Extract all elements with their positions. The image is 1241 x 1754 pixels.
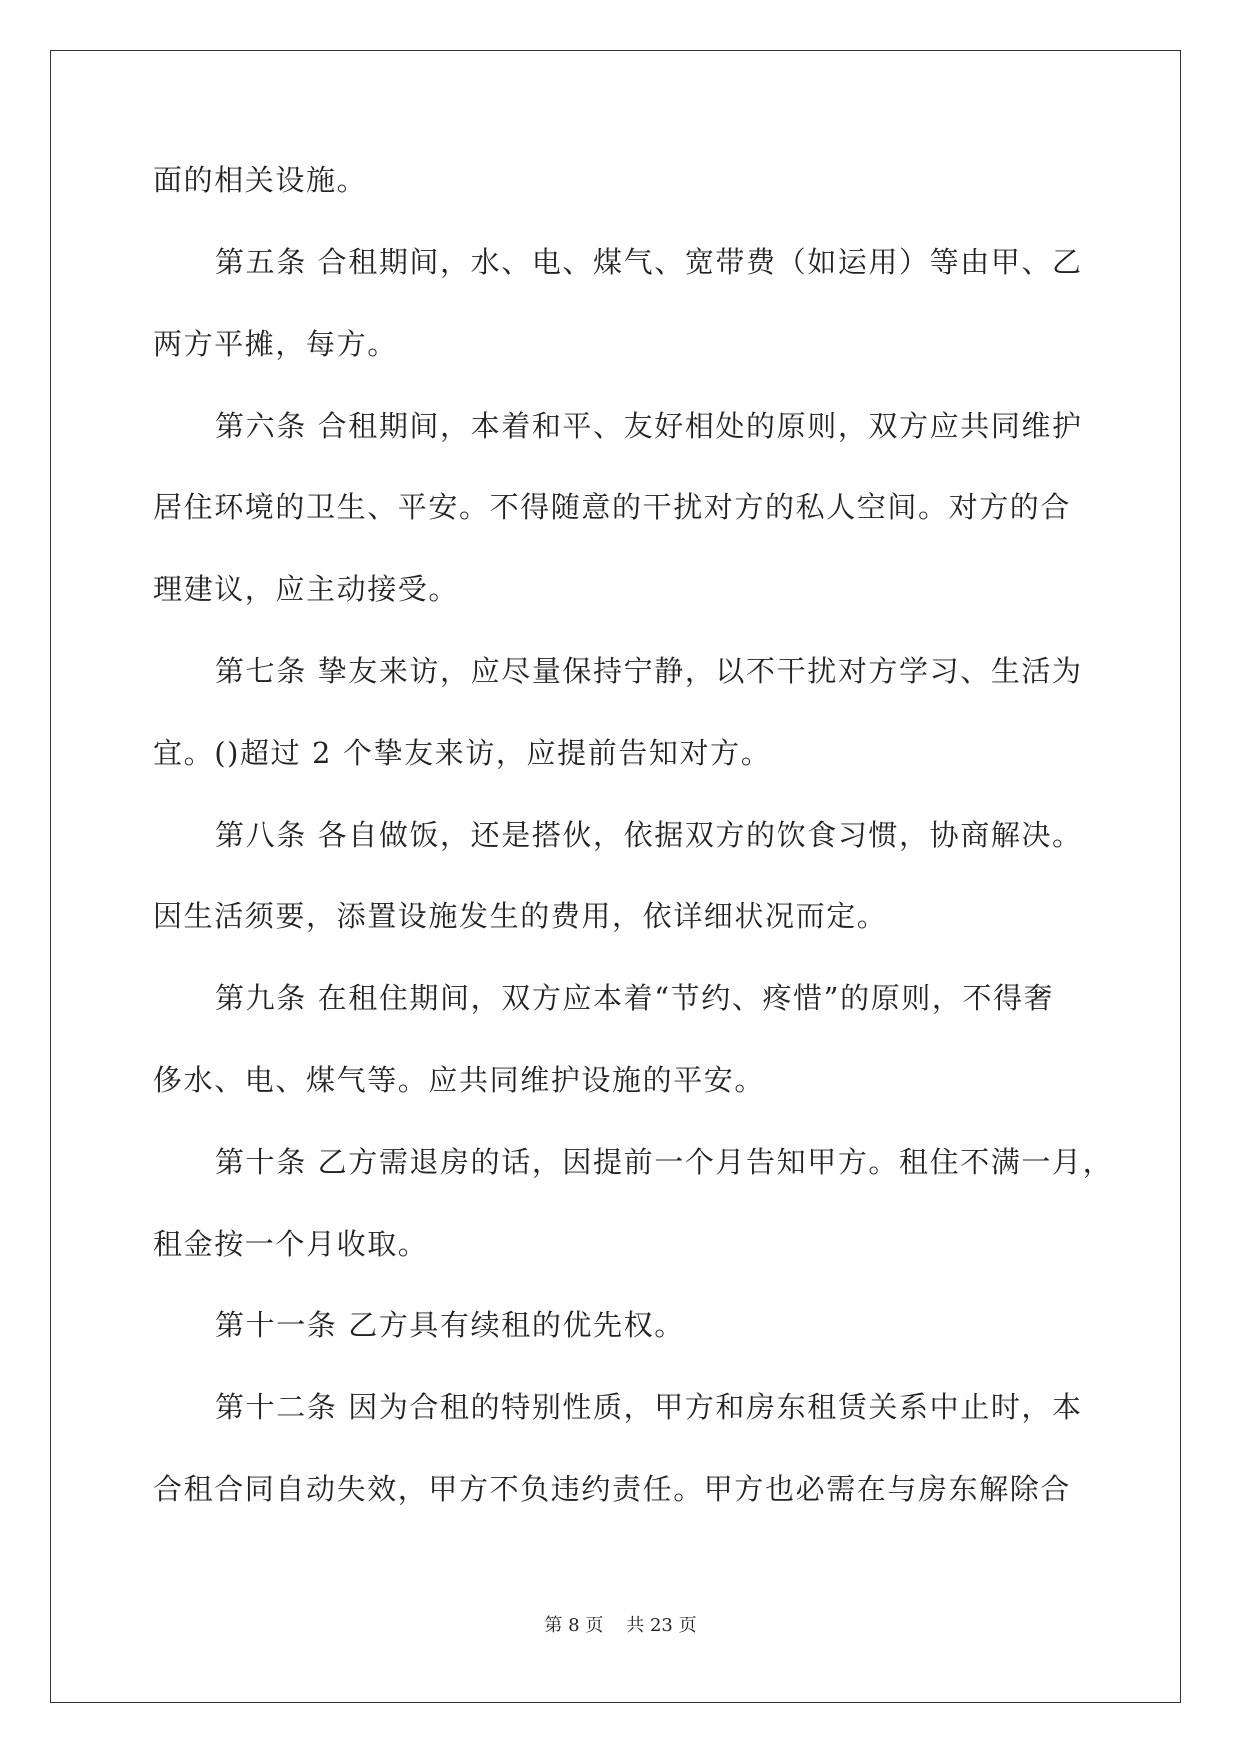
clause-12-line: 第十二条 因为合租的特别性质，甲方和房东租赁关系中止时，本	[215, 1390, 1083, 1424]
clause-8-line: 第八条 各自做饭，还是搭伙，依据双方的饮食习惯，协商解决。	[215, 818, 1083, 852]
text-line: 租金按一个月收取。	[153, 1227, 429, 1261]
page-number: 第 8 页	[544, 1615, 604, 1636]
text-line: 理建议，应主动接受。	[153, 572, 460, 606]
text-line: 合租合同自动失效，甲方不负违约责任。甲方也必需在与房东解除合	[153, 1472, 1072, 1506]
text-line: 宜。()超过 2 个挚友来访，应提前告知对方。	[153, 736, 772, 770]
clause-9-line: 第九条 在租住期间，双方应本着“节约、疼惜”的原则，不得奢	[215, 981, 1055, 1015]
text-line: 两方平摊，每方。	[153, 327, 398, 361]
text-line: 居住环境的卫生、平安。不得随意的干扰对方的私人空间。对方的合	[153, 490, 1072, 524]
page-footer	[0, 1614, 1241, 1638]
page-border	[50, 50, 1181, 1703]
clause-10-line: 第十条 乙方需退房的话，因提前一个月告知甲方。租住不满一月，	[215, 1145, 1114, 1179]
clause-11-line: 第十一条 乙方具有续租的优先权。	[215, 1308, 685, 1342]
clause-6-line: 第六条 合租期间，本着和平、友好相处的原则，双方应共同维护	[215, 409, 1083, 443]
clause-7-line: 第七条 挚友来访，应尽量保持宁静，以不干扰对方学习、生活为	[215, 654, 1083, 688]
clause-5-line: 第五条 合租期间，水、电、煤气、宽带费（如运用）等由甲、乙	[215, 245, 1083, 279]
text-line: 侈水、电、煤气等。应共同维护设施的平安。	[153, 1063, 766, 1097]
text-line: 因生活须要，添置设施发生的费用，依详细状况而定。	[153, 899, 888, 933]
text-line: 面的相关设施。	[153, 163, 368, 197]
page-total: 共 23 页	[626, 1615, 697, 1636]
